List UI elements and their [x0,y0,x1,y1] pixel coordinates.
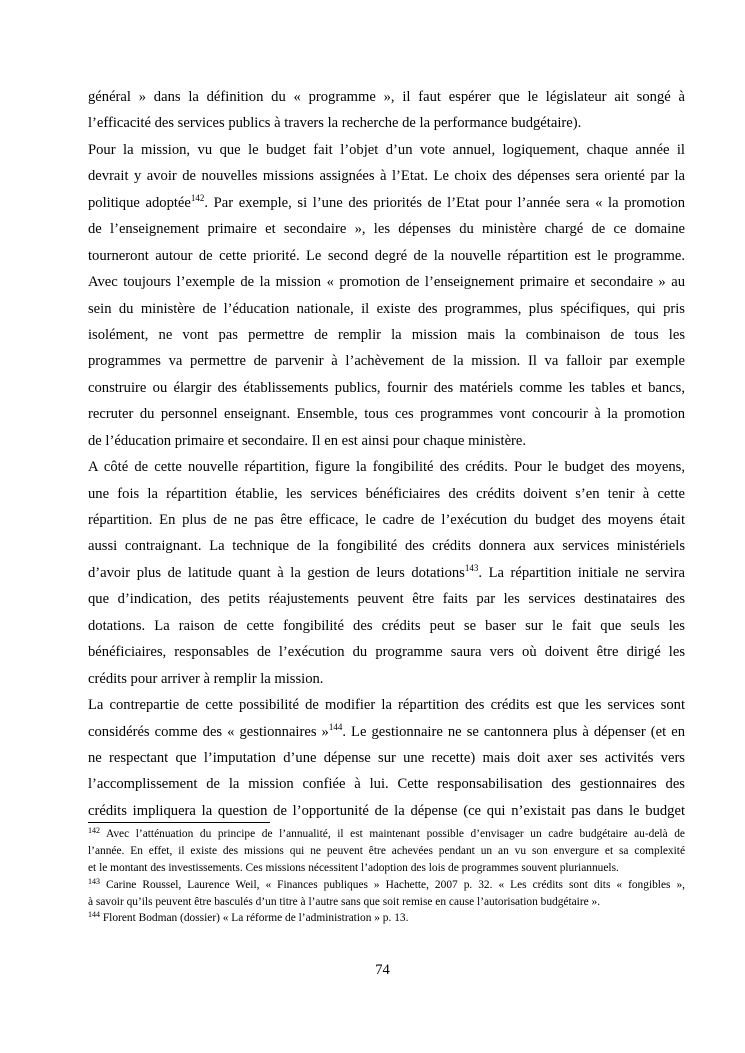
line-text: bénéficiaires, responsables de l’exécution du programme saura vers où doivent être dirigé les [88,644,685,661]
line-text: . Le gestionnaire ne se cantonnera plus à dépenser (et en [342,723,686,740]
line-text: A côté de cette nouvelle répartition, figure la fongibilité des crédits. Pour le budget des moyens, [88,459,685,476]
line-text: Pour la mission, vu que le budget fait l’objet d’un vote annuel, logiquement, chaque année il [88,141,685,158]
line-text: l’efficacité des services publics à travers la recherche de la performance budgétaire). [88,115,582,132]
text-line [88,745,685,771]
line-text: répartition. En plus de ne pas être efficace, le cadre de l’exécution du budget des moyens était [88,512,685,528]
line-text: tourneront autour de cette priorité. Le second degré de la nouvelle répartition est le programme. [88,247,685,264]
footnotes [88,826,685,927]
footnote-text: Avec l’atténuation du principe de l’annualité, il est maintenant possible d’envisager un cadre budgétaire au-delà de [100,828,685,840]
line-text: programmes va permettre de parvenir à l’achèvement de la mission. Il va falloir par exemple [88,353,685,370]
text-line [88,163,685,189]
line-text: . La répartition initiale ne servira [478,564,685,581]
text-line [88,243,685,269]
footnote-number: 142 [88,826,100,835]
footnote-number: 143 [88,876,100,886]
footnote-text: l’année. En effet, il existe des missions qui ne peuvent être achevées pendant un an vu son envergure et sa complexité [88,844,685,857]
line-text: recruter du personnel enseignant. Ensemble, tous ces programmes vont concourir à la promotion [88,406,685,423]
line-text: crédits pour arriver à remplir la mission. [88,670,324,687]
footnote-line [88,843,685,860]
line-text: ne respectant que l’imputation d’une dépense sur une recette) mais doit axer ses activités vers [88,749,685,766]
line-text: . Par exemple, si l’une des priorités de l’Etat pour l’année sera « la promotion [204,194,686,211]
line-text: considérés comme des « gestionnaires » [88,723,329,740]
text-line [88,666,685,692]
line-text: construire ou élargir des établissements publics, fournir des matériels comme les tables et bancs, [88,379,685,396]
line-text: dotations. La raison de cette fongibilité des crédits peut se baser sur le fait que seuls les [88,617,685,634]
text-line [88,269,685,295]
footnote-reference: 142 [190,192,205,203]
line-text: une fois la répartition établie, les services bénéficiaires des crédits doivent s’en tenir à cette [88,485,685,502]
text-line [88,375,685,401]
text-line [88,454,685,480]
line-text: isolément, ne vont pas permettre de remplir la mission mais la combinaison de tous les [88,326,685,343]
line-text: sein du ministère de l’éducation nationale, il existe des programmes, plus spécifiques, qui pris [88,300,685,317]
text-line [88,296,685,322]
text-line [88,190,685,216]
text-line [88,639,685,665]
line-text: crédits impliquera la question de l’opportunité de la dépense (ce qui n’existait pas dans le budget [88,802,685,819]
text-line [88,110,685,136]
footnote-line [88,877,685,894]
footnote-reference: 144 [328,721,343,732]
line-text: général » dans la définition du « programme », il faut espérer que le législateur ait songé à [88,89,685,105]
line-text: devrait y avoir de nouvelles missions assignées à l’Etat. Le choix des dépenses sera orienté par la [88,168,685,185]
text-line [88,692,685,718]
footnote-text: Florent Bodman (dossier) « La réforme de l’administration » p. 13. [100,912,409,925]
text-line [88,533,685,559]
footnote-line [88,826,685,843]
line-text: Avec toujours l’exemple de la mission « promotion de l’enseignement primaire et secondaire » au [88,274,685,291]
footnote-number: 144 [88,910,100,920]
text-line [88,348,685,374]
footnote-text: à savoir qu’ils peuvent être basculés d’un titre à l’autre sans que soit remise en cause l’autorisation budgétaire ». [88,895,601,908]
text-line [88,481,685,507]
footnote-line [88,894,685,911]
line-text: que d’indication, des petits réajustements peuvent être faits par les services destinataires des [88,591,685,608]
line-text: de l’enseignement primaire et secondaire », les dépenses du ministère chargé de ce domaine [88,221,685,238]
text-line [88,613,685,639]
text-line [88,137,685,163]
text-line [88,428,685,454]
text-line [88,798,685,824]
body-text [88,84,685,824]
line-text: d’avoir plus de latitude quant à la gestion de leurs dotations [88,564,465,581]
line-text: politique adoptée [88,194,191,211]
text-line [88,560,685,586]
footnote-line [88,860,685,877]
footnote-text: Carine Roussel, Laurence Weil, « Finances publiques » Hachette, 2007 p. 32. « Les crédits sont dits « fongibles », [100,878,685,891]
text-line [88,322,685,348]
text-line [88,771,685,797]
line-text: La contrepartie de cette possibilité de modifier la répartition des crédits est que les services sont [88,697,685,714]
footnote-reference: 143 [464,562,479,573]
page-number: 74 [375,962,390,978]
line-text: aussi contraignant. La technique de la fongibilité des crédits donnera aux services ministériels [88,538,685,555]
text-line [88,401,685,427]
line-text: de l’éducation primaire et secondaire. Il en est ainsi pour chaque ministère. [88,432,527,449]
text-line [88,216,685,242]
text-line [88,586,685,612]
footnote-text: et le montant des investissements. Ces missions nécessitent l’adoption des lois de programmes souvent pluriannuels. [88,861,619,874]
text-line [88,507,685,533]
footnote-line [88,910,685,927]
line-text: l’accomplissement de la mission confiée à lui. Cette responsabilisation des gestionnaires des [88,776,685,793]
text-line [88,84,685,110]
footnote-separator [88,822,270,823]
text-line [88,719,685,745]
